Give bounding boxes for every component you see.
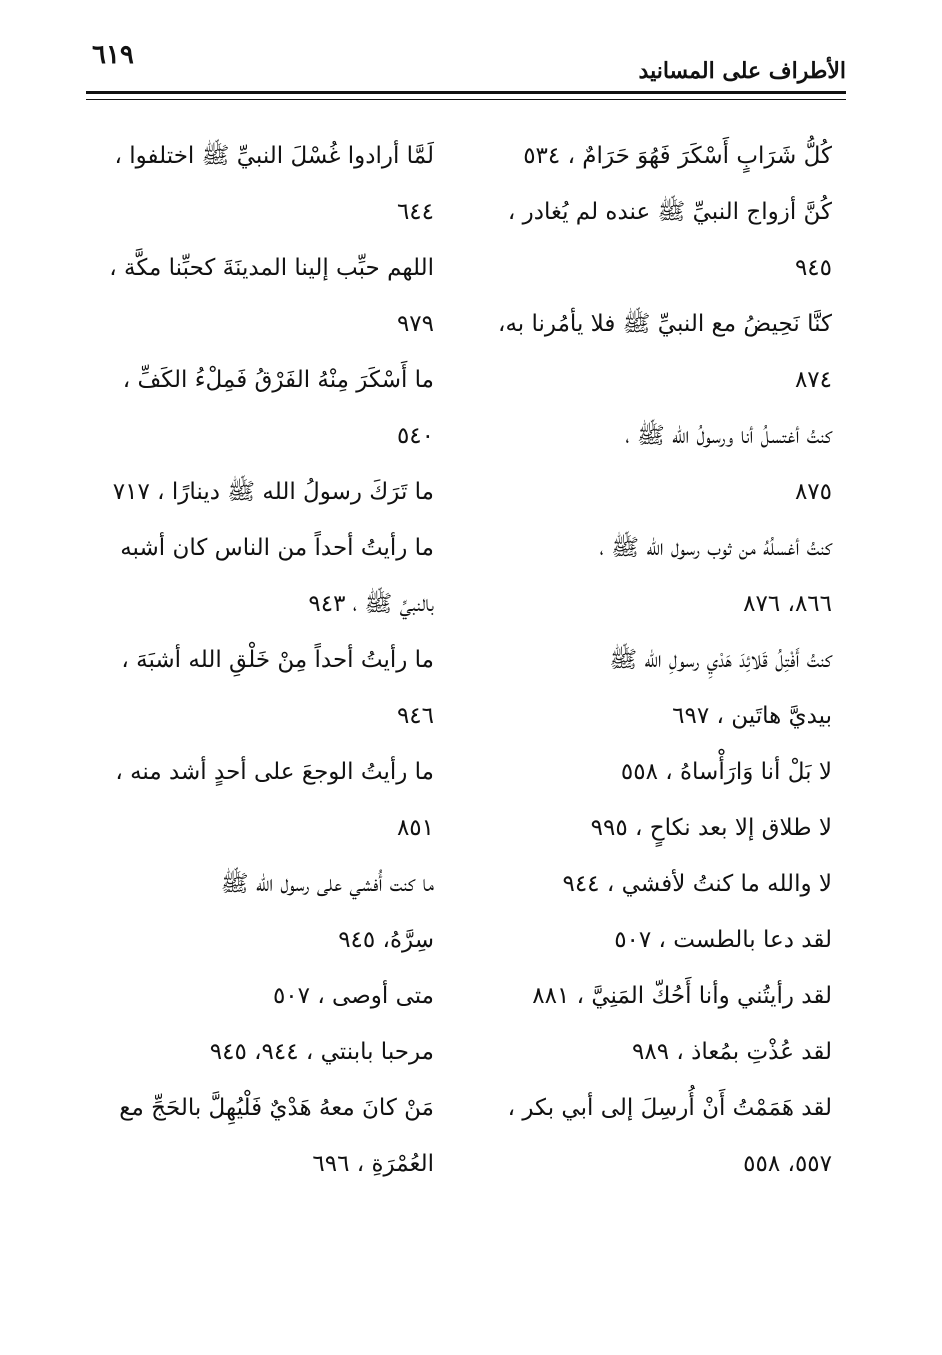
entry-line: سِرَّهُ، ٩٤٥: [338, 927, 434, 953]
index-columns: [96, 128, 832, 1278]
entry-line: لا والله ما كنتُ لأفشي ، ٩٤٤: [562, 871, 832, 897]
index-entry: [96, 1080, 434, 1192]
entry-line: ما رأيتُ الوجعَ على أحدٍ أشد منه ،: [115, 759, 434, 785]
index-entry: [96, 464, 434, 520]
entry-line: ٥٥٧، ٥٥٨: [743, 1151, 832, 1177]
entry-line: ٦٤٤: [396, 199, 434, 225]
entry-line: ٩٧٩: [396, 311, 434, 337]
index-entry: [96, 1024, 434, 1080]
index-entry: [96, 240, 434, 352]
left-column: [96, 128, 434, 1278]
index-entry: [96, 128, 434, 240]
index-entry: [494, 968, 832, 1024]
entry-line: العُمْرَةِ ، ٦٩٦: [312, 1151, 434, 1177]
index-entry: [494, 912, 832, 968]
entry-line: ما رأيتُ أحداً مِنْ خَلْقِ الله أشبَهَ ،: [121, 647, 434, 673]
entry-line: ٨٧٥: [794, 479, 832, 505]
entry-line: لقد دعا بالطست ، ٥٠٧: [614, 927, 832, 953]
right-column: [494, 128, 832, 1278]
index-entry: [96, 856, 434, 968]
entry-line: متى أوصى ، ٥٠٧: [272, 983, 434, 1009]
index-entry: [494, 1024, 832, 1080]
index-entry: [494, 520, 832, 632]
index-entry: [96, 352, 434, 464]
entry-line: لقد رأيتُني وأنا أَحُكّ المَنِيَّ ، ٨٨١: [532, 983, 832, 1009]
running-title: الأطراف على المسانيد: [638, 58, 846, 84]
entry-line: كنتُ أغسلُهُ من ثوب رسول الله ﷺ ،: [599, 535, 832, 561]
index-entry: [494, 744, 832, 800]
header-rule-thin: [86, 99, 846, 100]
index-entry: [494, 128, 832, 184]
entry-line: كنتُ أَفْتِلُ قَلائِدَ هَدْيِ رسولِ الله ﷺ: [609, 647, 832, 673]
index-entry: [494, 856, 832, 912]
entry-line: لا بَلْ أنا وَارَأْساهُ ، ٥٥٨: [620, 759, 832, 785]
index-entry: [96, 744, 434, 856]
entry-line: لقد عُذْتِ بمُعاذ ، ٩٨٩: [632, 1039, 832, 1065]
index-entry: [494, 408, 832, 520]
entry-line: اللهم حبِّب إلينا المدينَةَ كحبِّنا مكَّة ،: [109, 255, 434, 281]
page-header: [86, 40, 846, 96]
index-entry: [96, 520, 434, 632]
entry-line: ما تَرَكَ رسولُ الله ﷺ دينارًا ، ٧١٧: [112, 479, 434, 505]
entry-line: ٥٤٠: [396, 423, 434, 449]
entry-line: كُنَّ أزواج النبيِّ ﷺ عنده لم يُغادر ،: [507, 199, 832, 225]
index-entry: [494, 296, 832, 408]
entry-line: لَمَّا أرادوا غُسْلَ النبيِّ ﷺ اختلفوا ،: [114, 143, 434, 169]
entry-line: بالنبيِّ ﷺ ، ٩٤٣: [308, 591, 434, 617]
entry-line: كنتُ أغتسلُ أنا ورسولُ الله ﷺ ،: [625, 423, 832, 449]
entry-line: ٨٧٤: [794, 367, 832, 393]
entry-line: لقد هَمَمْتُ أَنْ أُرسِلَ إلى أبي بكر ،: [507, 1095, 832, 1121]
index-entry: [494, 1080, 832, 1192]
entry-line: مرحبا بابنتي ، ٩٤٤، ٩٤٥: [209, 1039, 434, 1065]
header-rule-thick: [86, 91, 846, 94]
index-entry: [494, 800, 832, 856]
entry-line: ما رأيتُ أحداً من الناس كان أشبه: [120, 535, 434, 561]
entry-line: مَنْ كانَ معهُ هَدْيٌ فَلْيُهِلَّ بالحَجِّ مع: [119, 1095, 434, 1121]
entry-line: ما كنت أُفشي على رسول الله ﷺ: [220, 871, 434, 897]
entry-line: ٨٥١: [396, 815, 434, 841]
entry-line: ٨٦٦، ٨٧٦: [743, 591, 832, 617]
page-number: ٦١٩: [92, 40, 134, 70]
index-entry: [494, 184, 832, 296]
entry-line: لا طلاق إلا بعد نكاحٍ ، ٩٩٥: [590, 815, 832, 841]
entry-line: ما أَسْكَرَ مِنْهُ الفَرْقُ فَمِلْءُ الكَفِّ ،: [122, 367, 434, 393]
entry-line: بيديَّ هاتَين ، ٦٩٧: [672, 703, 832, 729]
index-entry: [96, 968, 434, 1024]
entry-line: كُلُّ شَرَابٍ أَسْكَرَ فَهُوَ حَرَامٌ ، ٥٣٤: [523, 143, 832, 169]
entry-line: ٩٤٥: [794, 255, 832, 281]
index-entry: [494, 632, 832, 744]
entry-line: ٩٤٦: [396, 703, 434, 729]
entry-line: كنَّا نَحِيضُ مع النبيِّ ﷺ فلا يأمُرنا به،: [498, 311, 832, 337]
index-entry: [96, 632, 434, 744]
